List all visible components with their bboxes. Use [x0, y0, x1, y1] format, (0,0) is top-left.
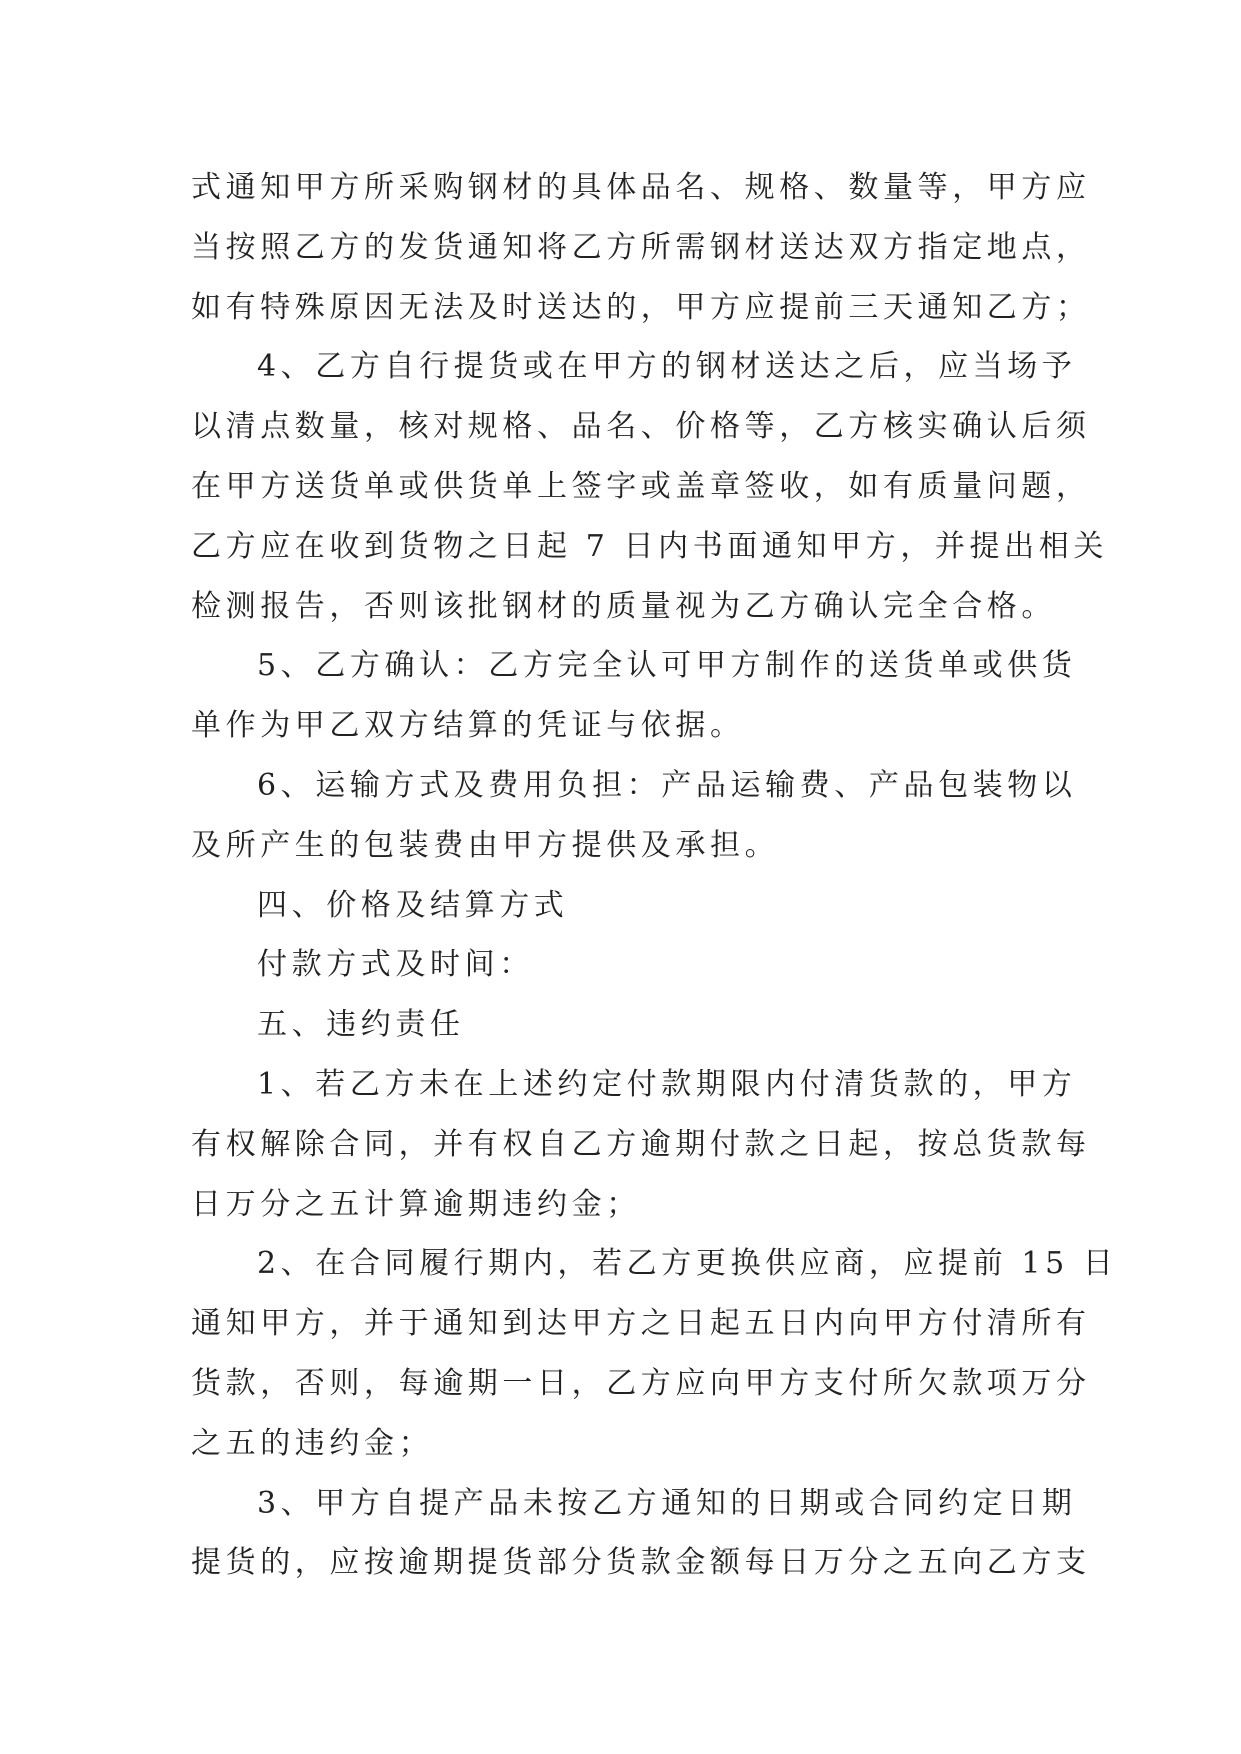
text-line-9: 5、乙方确认：乙方完全认可甲方制作的送货单或供货	[257, 648, 1077, 684]
text-line-18: 日万分之五计算逾期违约金；	[191, 1186, 641, 1222]
text-line-1: 式通知甲方所采购钢材的具体品名、规格、数量等，甲方应	[191, 170, 1091, 205]
contract-body-text	[191, 158, 1118, 1593]
section-heading-breach-liability: 五、违约责任	[257, 1007, 465, 1043]
text-line-24: 提货的，应按逾期提货部分货款金额每日万分之五向乙方支	[191, 1545, 1091, 1581]
text-line-6: 在甲方送货单或供货单上签字或盖章签收，如有质量问题，	[191, 468, 1091, 504]
text-line-2: 当按照乙方的发货通知将乙方所需钢材送达双方指定地点，	[191, 229, 1091, 265]
text-line-17: 有权解除合同，并有权自乙方逾期付款之日起，按总货款每	[191, 1126, 1091, 1162]
text-line-7: 乙方应在收到货物之日起 7 日内书面通知甲方，并提出相关	[191, 528, 1108, 564]
text-line-21: 货款，否则，每逾期一日，乙方应向甲方支付所欠款项万分	[191, 1365, 1091, 1401]
text-line-20: 通知甲方，并于通知到达甲方之日起五日内向甲方付清所有	[191, 1306, 1091, 1342]
text-line-8: 检测报告，否则该批钢材的质量视为乙方确认完全合格。	[191, 588, 1056, 624]
text-line-12: 及所产生的包装费由甲方提供及承担。	[191, 827, 780, 863]
text-line-10: 单作为甲乙双方结算的凭证与依据。	[191, 708, 745, 744]
section-heading-price-settlement: 四、价格及结算方式	[257, 887, 569, 923]
text-line-23: 3、甲方自提产品未按乙方通知的日期或合同约定日期	[257, 1485, 1077, 1521]
text-line-14: 付款方式及时间：	[257, 947, 534, 983]
text-line-19: 2、在合同履行期内，若乙方更换供应商，应提前 15 日	[257, 1246, 1118, 1282]
text-line-4: 4、乙方自行提货或在甲方的钢材送达之后，应当场予	[257, 349, 1077, 385]
text-line-22: 之五的违约金；	[191, 1425, 434, 1461]
text-line-11: 6、运输方式及费用负担：产品运输费、产品包装物以	[257, 767, 1077, 803]
text-line-5: 以清点数量，核对规格、品名、价格等，乙方核实确认后须	[191, 409, 1091, 445]
text-line-16: 1、若乙方未在上述约定付款期限内付清货款的，甲方	[257, 1066, 1077, 1102]
text-line-3: 如有特殊原因无法及时送达的，甲方应提前三天通知乙方；	[191, 289, 1091, 325]
